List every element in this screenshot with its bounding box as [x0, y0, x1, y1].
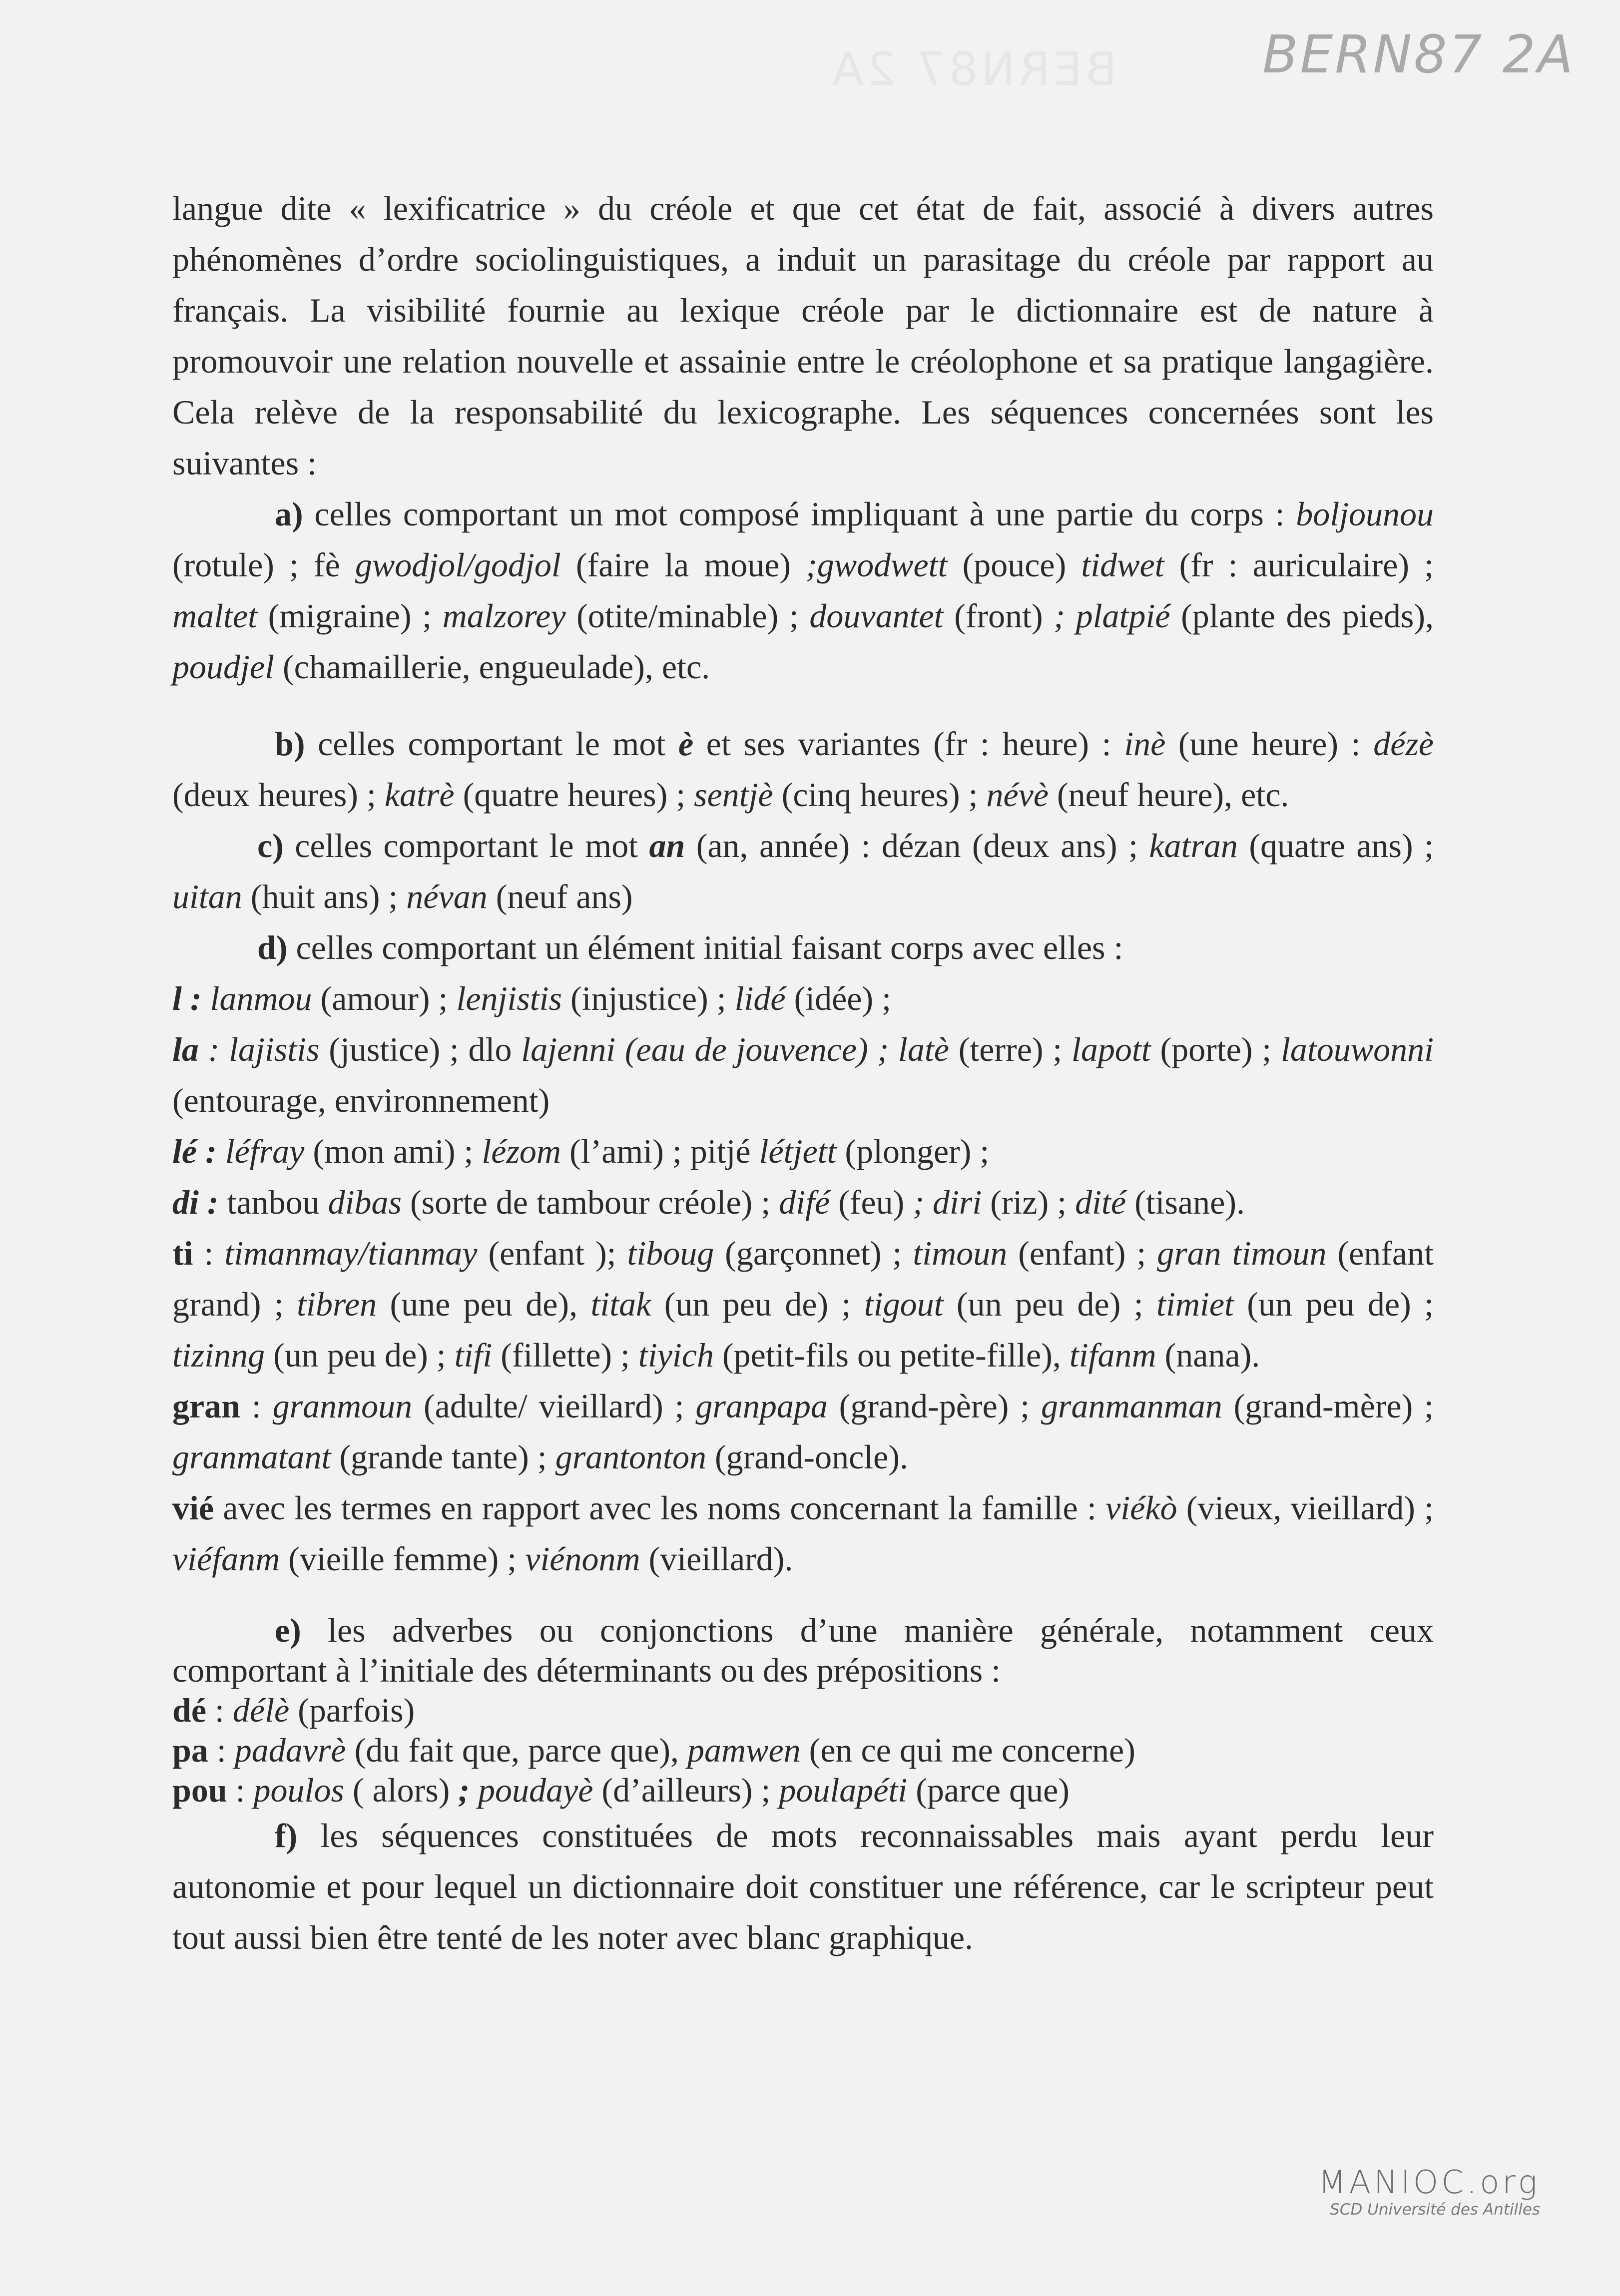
creole-term: grantonton — [555, 1438, 706, 1476]
text-run: (un peu de) ; — [265, 1336, 455, 1374]
text-run: (mon ami) ; — [304, 1132, 482, 1170]
bold-label: vié — [172, 1489, 214, 1527]
creole-term: : lajistis — [198, 1030, 320, 1068]
text-run: (terre) ; — [949, 1030, 1072, 1068]
text-run — [202, 979, 210, 1017]
text-run: (sorte de tambour créole) ; — [401, 1183, 779, 1221]
text-run: (enfant) ; — [1007, 1234, 1157, 1272]
text-run: (nana). — [1156, 1336, 1260, 1374]
creole-term: névan — [406, 878, 488, 916]
document-body — [172, 183, 1434, 1963]
text-run: (riz) ; — [982, 1183, 1076, 1221]
creole-term: poulapéti — [779, 1771, 908, 1809]
bold-label: a) — [275, 495, 303, 533]
text-run: (chamaillerie, engueulade), etc. — [274, 648, 710, 686]
creole-term: poulos — [253, 1771, 344, 1809]
creole-term: titak — [590, 1285, 651, 1323]
creole-term: viéfanm — [172, 1540, 280, 1578]
entry-di — [172, 1177, 1434, 1228]
text-run: (garçonnet) ; — [714, 1234, 913, 1272]
creole-term: granmanman — [1041, 1387, 1222, 1425]
text-run: langue dite « lexificatrice » du créole et que cet état de fait, associé à divers autres phénomènes d’ordre sociolinguistiques, a induit un parasitage du créole par rapport au français. La visibilité fournie au lexique créole par le dictionnaire est de nature à promouvoir une relation nouvelle et assainie entre le créolophone et sa pratique langagière. Cela relève de la responsabilité du lexicographe. Les séquences concernées sont les suivantes : — [172, 189, 1434, 482]
paragraph-f — [172, 1810, 1434, 1963]
text-run: (grand-oncle). — [706, 1438, 908, 1476]
text-run: (faire la moue) — [560, 546, 806, 584]
text-run: (parce que) — [907, 1771, 1070, 1809]
creole-term: timiet — [1156, 1285, 1234, 1323]
creole-term: lé : — [172, 1132, 217, 1170]
text-run: (huit ans) ; — [242, 878, 407, 916]
paragraph-a — [172, 488, 1434, 692]
bold-label: f) — [275, 1817, 298, 1854]
creole-term: maltet — [172, 597, 257, 635]
creole-term: lenjistis — [456, 979, 562, 1017]
text-run: (grand-père) ; — [827, 1387, 1042, 1425]
bold-label: dé — [172, 1691, 206, 1729]
creole-term: an — [649, 827, 685, 865]
creole-term: dité — [1075, 1183, 1126, 1221]
entry-ti — [172, 1228, 1434, 1380]
text-run: celles comportant le mot — [305, 725, 678, 763]
paragraph-d — [172, 922, 1434, 973]
creole-term: uitan — [172, 878, 242, 916]
creole-term: poudayè — [470, 1771, 593, 1809]
text-run: (tisane). — [1126, 1183, 1245, 1221]
manioc-subtitle: SCD Université des Antilles — [1330, 2201, 1540, 2219]
creole-term: tigout — [864, 1285, 944, 1323]
creole-term: viékò — [1105, 1489, 1177, 1527]
creole-term: tiyich — [638, 1336, 714, 1374]
entry-de — [172, 1690, 1434, 1730]
text-run: : — [206, 1691, 233, 1729]
paragraph-intro — [172, 183, 1434, 488]
creole-term: lanmou — [210, 979, 312, 1017]
creole-term: granmatant — [172, 1438, 331, 1476]
creole-term: ; diri — [913, 1183, 982, 1221]
text-run: (parfois) — [289, 1691, 415, 1729]
paragraph-c — [172, 820, 1434, 922]
text-run: (otite/minable) ; — [565, 597, 810, 635]
entry-le — [172, 1126, 1434, 1177]
text-run: : — [208, 1731, 235, 1769]
text-run: (enfant ); — [477, 1234, 627, 1272]
text-run: (d’ailleurs) ; — [593, 1771, 779, 1809]
text-run: celles comportant un mot composé impliquant à une partie du corps : — [303, 495, 1296, 533]
creole-term: katrè — [384, 776, 455, 814]
text-run: (vieux, vieillard) ; — [1177, 1489, 1434, 1527]
text-run: (an, année) : dézan (deux ans) ; — [685, 827, 1149, 865]
text-run: (quatre heures) ; — [454, 776, 694, 814]
text-run: (grande tante) ; — [331, 1438, 555, 1476]
creole-term: douvantet — [809, 597, 944, 635]
text-run: (entourage, environnement) — [172, 1081, 550, 1119]
text-run: (amour) ; — [312, 979, 457, 1017]
creole-term: dibas — [328, 1183, 402, 1221]
creole-term: padavrè — [234, 1731, 346, 1769]
text-run: (deux heures) ; — [172, 776, 385, 814]
text-run: (l’ami) ; pitjé — [561, 1132, 759, 1170]
entry-gran — [172, 1380, 1434, 1482]
text-run: (plante des pieds), — [1170, 597, 1434, 635]
text-run: (fr : auriculaire) ; — [1164, 546, 1434, 584]
creole-term: tifanm — [1069, 1336, 1156, 1374]
creole-term: l : — [172, 979, 202, 1017]
text-run: celles comportant le mot — [283, 827, 649, 865]
text-run: (quatre ans) ; — [1237, 827, 1434, 865]
text-run: (un peu de) ; — [1233, 1285, 1434, 1323]
creole-term: timoun — [913, 1234, 1008, 1272]
creole-term: tibren — [297, 1285, 377, 1323]
paragraph-e — [172, 1610, 1434, 1690]
text-run: : — [227, 1771, 254, 1809]
text-run: (porte) ; — [1150, 1030, 1281, 1068]
text-run: (feu) — [830, 1183, 913, 1221]
creole-term: timanmay/tianmay — [224, 1234, 478, 1272]
text-run: : — [240, 1387, 273, 1425]
bold-label: pa — [172, 1731, 208, 1769]
text-run: (adulte/ vieillard) ; — [412, 1387, 696, 1425]
handwritten-reference: BERN87 2A — [1262, 24, 1575, 85]
text-run: (en ce qui me concerne) — [800, 1731, 1135, 1769]
creole-term: ; platpié — [1054, 597, 1170, 635]
creole-term: katran — [1149, 827, 1238, 865]
text-run: : — [193, 1234, 225, 1272]
text-run: (justice) ; dlo — [319, 1030, 522, 1068]
text-run: ( alors) — [344, 1771, 459, 1809]
text-run: (du fait que, parce que), — [346, 1731, 688, 1769]
text-run: tanbou — [218, 1183, 328, 1221]
creole-term: tiboug — [627, 1234, 714, 1272]
text-run: (un peu de) ; — [943, 1285, 1157, 1323]
text-run: les adverbes ou conjonctions d’une manière générale, notamment ceux comportant à l’initiale des déterminants ou des prépositions : — [172, 1611, 1434, 1689]
creole-term: poudjel — [172, 648, 274, 686]
creole-term: granpapa — [695, 1387, 828, 1425]
entry-vie — [172, 1482, 1434, 1584]
creole-term: latouwonni — [1280, 1030, 1434, 1068]
creole-term: tizinng — [172, 1336, 265, 1374]
creole-term: sentjè — [694, 776, 773, 814]
bold-label: pou — [172, 1771, 227, 1809]
text-run: (rotule) ; fè — [172, 546, 355, 584]
creole-term: lajenni (eau de jouvence) ; latè — [521, 1030, 949, 1068]
paragraph-b — [172, 718, 1434, 820]
creole-term: difé — [779, 1183, 830, 1221]
bold-label: gran — [172, 1387, 240, 1425]
bold-label: ti — [172, 1234, 193, 1272]
text-run: (plonger) ; — [836, 1132, 990, 1170]
creole-term: ;gwodwett — [806, 546, 948, 584]
creole-term: ; — [458, 1771, 470, 1809]
bold-label: d) — [257, 928, 288, 966]
creole-term: lézom — [482, 1132, 561, 1170]
entry-l — [172, 973, 1434, 1024]
text-run: (migraine) ; — [257, 597, 443, 635]
text-run: (une heure) : — [1165, 725, 1374, 763]
creole-term: malzorey — [442, 597, 566, 635]
creole-term: di : — [172, 1183, 219, 1221]
text-run: (neuf ans) — [487, 878, 633, 916]
text-run: (idée) ; — [785, 979, 892, 1017]
entry-la — [172, 1024, 1434, 1126]
creole-term: la — [172, 1030, 199, 1068]
text-run: (un peu de) ; — [651, 1285, 864, 1323]
text-run: et ses variantes (fr : heure) : — [693, 725, 1124, 763]
creole-term: névè — [986, 776, 1049, 814]
text-run: (une peu de), — [377, 1285, 591, 1323]
creole-term: létjett — [759, 1132, 837, 1170]
text-run: (fillette) ; — [492, 1336, 638, 1374]
creole-term: tidwet — [1081, 546, 1164, 584]
manioc-logo: MANIOC.org — [1318, 2164, 1540, 2201]
creole-term: boljounou — [1296, 495, 1434, 533]
text-run: (front) — [943, 597, 1054, 635]
text-run: (vieille femme) ; — [280, 1540, 526, 1578]
creole-term: lidé — [734, 979, 786, 1017]
text-run: (cinq heures) ; — [773, 776, 987, 814]
creole-term: léfray — [225, 1132, 305, 1170]
creole-term: viénonm — [525, 1540, 640, 1578]
text-run: (petit-fils ou petite-fille), — [713, 1336, 1070, 1374]
creole-term: dézè — [1373, 725, 1434, 763]
text-run: (enfant grand) ; — [172, 1234, 1434, 1323]
creole-term: è — [678, 725, 694, 763]
creole-term: tifi — [454, 1336, 493, 1374]
entry-pa — [172, 1730, 1434, 1770]
bleed-through-reference: BERN87 2A — [829, 42, 1117, 96]
text-run: (grand-mère) ; — [1222, 1387, 1434, 1425]
text-run — [217, 1132, 225, 1170]
creole-term: granmoun — [272, 1387, 413, 1425]
creole-term: pamwen — [687, 1731, 801, 1769]
bold-label: c) — [257, 827, 284, 865]
creole-term: gwodjol/godjol — [355, 546, 561, 584]
text-run: celles comportant un élément initial faisant corps avec elles : — [287, 928, 1123, 966]
bold-label: e) — [275, 1611, 301, 1649]
creole-term: lapott — [1072, 1030, 1151, 1068]
manioc-watermark — [1318, 2165, 1540, 2219]
creole-term: délè — [232, 1691, 290, 1729]
text-run: (injustice) ; — [562, 979, 735, 1017]
text-run: avec les termes en rapport avec les noms concernant la famille : — [214, 1489, 1106, 1527]
text-run: (pouce) — [947, 546, 1081, 584]
text-run: (vieillard). — [640, 1540, 793, 1578]
creole-term: gran timoun — [1157, 1234, 1327, 1272]
bold-label: b) — [275, 725, 305, 763]
text-run: (neuf heure), etc. — [1049, 776, 1289, 814]
text-run: les séquences constituées de mots reconnaissables mais ayant perdu leur autonomie et pour lequel un dictionnaire doit constituer une référence, car le scripteur peut tout aussi bien être tenté de les noter avec blanc graphique. — [172, 1817, 1434, 1956]
creole-term: inè — [1124, 725, 1166, 763]
entry-pou — [172, 1770, 1434, 1810]
